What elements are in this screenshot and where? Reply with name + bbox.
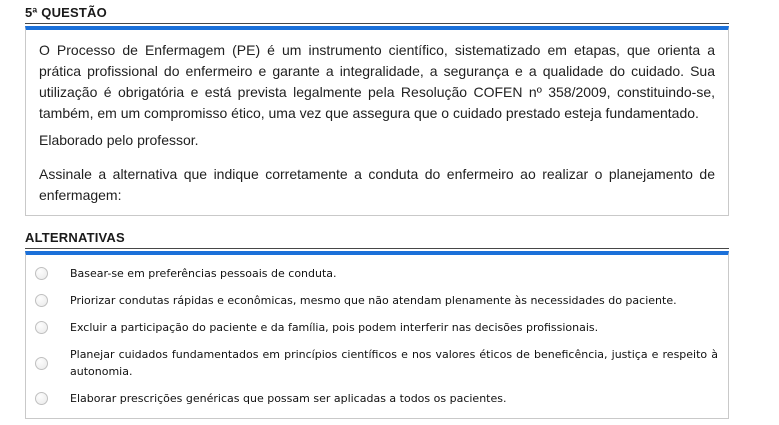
radio-button-icon[interactable] [35,321,48,334]
question-statement: O Processo de Enfermagem (PE) é um instrumento científico, sistematizado em etapas, que orienta a prática profissional do enfermeiro e garante a integralidade, a segurança e a qualidade do cuidado. Sua utilização é obrigatória e está prevista legalmente pela Resolução COFEN nº 358/2009, constituindo-se, também, em um compromisso ético, uma vez que assegura que o cuidado prestado esteja fundamentado. [39,42,715,121]
alternative-option-3[interactable] [35,314,718,341]
question-number-heading: 5ª QUESTÃO [25,5,729,24]
alternatives-heading: ALTERNATIVAS [25,230,729,249]
alternative-option-4[interactable] [35,341,718,385]
alternative-text: Basear-se em preferências pessoais de conduta. [70,267,337,280]
question-page [25,5,729,419]
radio-button-icon[interactable] [35,392,48,405]
radio-button-icon[interactable] [35,294,48,307]
radio-button-icon[interactable] [35,267,48,280]
alternative-text: Excluir a participação do paciente e da família, pois podem interferir nas decisões profissionais. [70,321,599,334]
alternative-option-2[interactable] [35,287,718,314]
question-box [25,26,729,216]
alternative-option-5[interactable] [35,385,718,412]
radio-button-icon[interactable] [35,357,48,370]
question-source: Elaborado pelo professor. [39,132,199,148]
alternative-text: Planejar cuidados fundamentados em princípios científicos e nos valores éticos de beneficência, justiça e respeito à autonomia. [70,348,718,378]
alternatives-section [25,230,729,419]
alternative-text: Priorizar condutas rápidas e econômicas, mesmo que não atendam plenamente às necessidades do paciente. [70,294,677,307]
alternative-option-1[interactable] [35,260,718,287]
question-command: Assinale a alternativa que indique corretamente a conduta do enfermeiro ao realizar o planejamento de enfermagem: [39,166,715,203]
alternatives-box [25,251,729,419]
alternative-text: Elaborar prescrições genéricas que possam ser aplicadas a todos os pacientes. [70,392,507,405]
question-section [25,5,729,216]
